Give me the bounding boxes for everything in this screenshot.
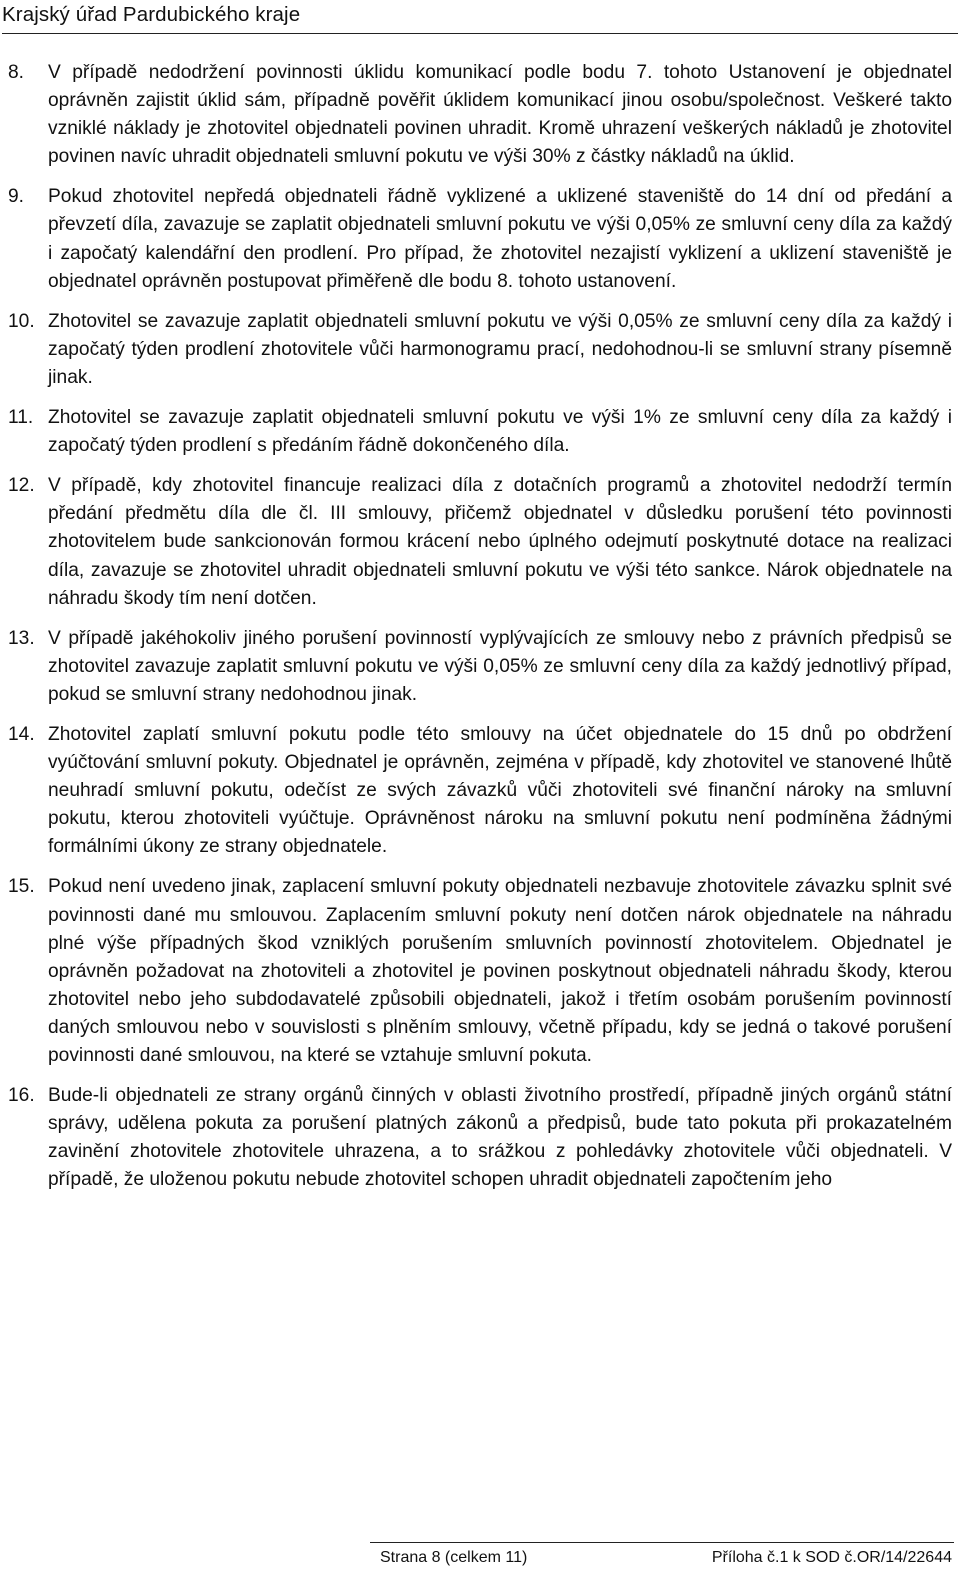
clause-number: 12.	[8, 475, 35, 497]
clause-text: Bude-li objednateli ze strany orgánů činných v oblasti životního prostředí, případně jiných orgánů státní správy, udělena pokuta za porušení platných zákonů a předpisů, bude tato pokuta při prokazatelném zavinění zhotovitele zhotovitele uhrazena, a to srážkou z pohledávky zhotovitele vůči objednateli. V případě, že uloženou pokutu nebude zhotovitel schopen uhradit objednateli započtením jeho	[48, 1085, 952, 1191]
header-divider	[2, 33, 958, 34]
clause-item	[8, 59, 952, 171]
clause-item	[8, 721, 952, 861]
clause-item	[8, 183, 952, 295]
page-footer	[0, 1542, 960, 1578]
clause-number: 14.	[8, 723, 35, 745]
clause-item	[8, 1082, 952, 1194]
clause-item	[8, 625, 952, 709]
footer-divider	[370, 1542, 954, 1543]
clause-number: 10.	[8, 310, 35, 332]
clause-text: V případě nedodržení povinnosti úklidu komunikací podle bodu 7. tohoto Ustanovení je objednatel oprávněn zajistit úklid sám, případně pověřit úklidem komunikací jinou osobu/společnost. Veškeré takto vzniklé náklady je zhotovitel objednateli povinen uhradit. Kromě uhrazení veškerých nákladů je zhotovitel povinen navíc uhradit objednateli smluvní pokutu ve výši 30% z částky nákladů na úklid.	[48, 62, 952, 168]
clause-text: V případě jakéhokoliv jiného porušení povinností vyplývajících ze smlouvy nebo z právních předpisů se zhotovitel zavazuje zaplatit smluvní pokutu ve výši 0,05% ze smluvní ceny díla za každý jednotlivý případ, pokud se smluvní strany nedohodnou jinak.	[48, 627, 952, 705]
document-reference: Příloha č.1 k SOD č.OR/14/22644	[711, 1549, 952, 1566]
clause-number: 16.	[8, 1085, 35, 1107]
clause-text: V případě, kdy zhotovitel financuje realizaci díla z dotačních programů a zhotovitel nedodrží termín předání předmětu díla dle čl. III smlouvy, přičemž objednatel v důsledku porušení této povinnosti zhotovitelem bude sankcionován formou krácení nebo úplného odejmutí poskytnuté dotace na realizaci díla, zavazuje se zhotovitel uhradit objednateli smluvní pokutu ve výši této sankce. Nárok objednatele na náhradu škody tím není dotčen.	[48, 475, 952, 609]
clause-text: Pokud není uvedeno jinak, zaplacení smluvní pokuty objednateli nezbavuje zhotovitele závazku splnit své povinnosti dané mu smlouvou. Zaplacením smluvní pokuty není dotčen nárok objednatele na náhradu plné výše případných škod vzniklých porušením smluvních povinností zhotovitelem. Objednatel je oprávněn požadovat na zhotoviteli a zhotovitel je povinen poskytnout objednateli náhradu škody, kterou zhotovitel nebo jeho subdodavatelé způsobili objednateli, jakož i třetím osobám porušením povinností daných smlouvou nebo v souvislosti s plněním smlouvy, včetně případu, kdy se jedná o takové porušení povinnosti dané smlouvou, na které se vztahuje smluvní pokuta.	[48, 876, 952, 1066]
header-title: Krajský úřad Pardubického kraje	[2, 3, 301, 26]
clause-number: 9.	[8, 186, 25, 208]
clause-number: 13.	[8, 627, 35, 649]
clause-text: Pokud zhotovitel nepředá objednateli řádně vyklizené a uklizené staveniště do 14 dní od předání a převzetí díla, zavazuje se zaplatit objednateli smluvní pokutu ve výši 0,05% ze smluvní ceny díla za každý i započatý kalendářní den prodlení. Pro případ, že zhotovitel nezajistí vyklizení a uklizení staveniště je objednatel oprávněn postupovat přiměřeně dle bodu 8. tohoto ustanovení.	[48, 186, 952, 292]
document-body	[8, 59, 952, 1206]
clause-item	[8, 472, 952, 612]
page-header	[2, 0, 958, 36]
clause-item	[8, 308, 952, 392]
clause-number: 11.	[8, 407, 34, 429]
clause-text: Zhotovitel zaplatí smluvní pokutu podle této smlouvy na účet objednatele do 15 dnů po obdržení vyúčtování smluvní pokuty. Objednatel je oprávněn, zejména v případě, kdy zhotovitel ve stanovené lhůtě neuhradí smluvní pokutu, odečíst ze svých závazků vůči zhotoviteli své finanční nároky na smluvní pokutu, kterou zhotoviteli vyúčtuje. Oprávněnost nároku na smluvní pokutu není podmíněna žádnými formálními úkony ze strany objednatele.	[48, 723, 952, 858]
clause-number: 15.	[8, 876, 35, 898]
clause-text: Zhotovitel se zavazuje zaplatit objednateli smluvní pokutu ve výši 1% ze smluvní ceny díla za každý i započatý týden prodlení s předáním řádně dokončeného díla.	[48, 407, 952, 457]
clause-number: 8.	[8, 62, 25, 83]
page-number: Strana 8 (celkem 11)	[380, 1549, 528, 1566]
clause-item	[8, 873, 952, 1070]
clause-text: Zhotovitel se zavazuje zaplatit objednateli smluvní pokutu ve výši 0,05% ze smluvní ceny díla za každý i započatý týden prodlení zhotovitele vůči harmonogramu prací, nedohodnou-li se smluvní strany písemně jinak.	[48, 310, 952, 388]
clause-item	[8, 404, 952, 460]
